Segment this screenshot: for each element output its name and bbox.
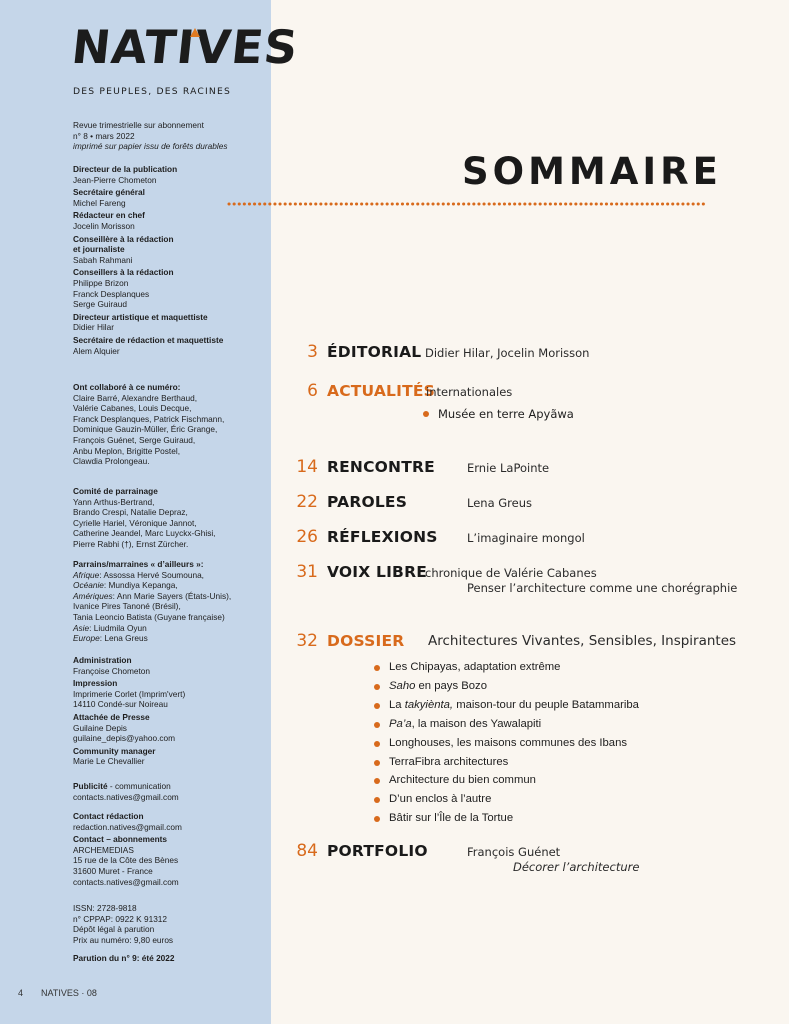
entry-page-number: 32 [296,631,318,651]
staff-name: Michel Fareng [73,197,126,208]
staff-block [73,164,268,356]
staff-role: Directeur artistique et maquettiste [73,311,208,322]
entry-page-number: 84 [296,841,318,861]
entry-heading: VOIX LIBRE [327,563,427,581]
comite-line: Pierre Rabhi (†), Ernst Zürcher. [73,538,189,549]
entry-subtitle: internationales [426,385,513,399]
logo-accent-triangle-icon [190,28,200,37]
parrain-line [73,591,268,602]
parrain-text: : Lena Greus [99,633,148,644]
staff-role: Rédacteur en chef [73,210,145,221]
entry-subtitle: Lena Greus [467,496,533,510]
admin-role: Administration [73,655,132,665]
contact-line: 15 rue de la Côte des Bènes [73,855,179,866]
entry-page-number: 26 [296,527,318,547]
comite-line: Cyrielle Hariel, Véronique Jannot, [73,517,197,528]
admin-line: Guilaine Depis [73,722,127,733]
dossier-item: Saho en pays Bozo [389,680,487,692]
staff-name: Jocelin Morisson [73,220,135,231]
entry-heading: DOSSIER [327,632,405,650]
parrain-line [73,633,268,644]
contributors-block [73,382,268,467]
actualites-item: Musée en terre Apyãwa [438,407,574,421]
entry-subtitle: François Guénet [467,845,561,859]
entry-heading: PAROLES [327,493,408,511]
dossier-item: Architecture du bien commun [389,774,536,786]
contacts-block [73,811,268,887]
admin-line: Imprimerie Corlet (Imprim'vert) [73,688,186,699]
parrain-region: Asie [73,622,90,633]
admin-block [73,655,268,767]
page-footer [18,988,115,998]
dossier-item: Longhouses, les maisons communes des Ibans [389,737,627,749]
entry-subtitle-2: Penser l’architecture comme une chorégraphie [467,581,738,595]
next-issue [73,953,268,964]
staff-role: Conseillère à la rédaction [73,233,174,244]
publicite-email: contacts.natives@gmail.com [73,791,179,802]
comite-block [73,486,268,550]
entry-heading: ACTUALITÉS [327,382,436,400]
dossier-item: D’un enclos à l’autre [389,793,492,805]
staff-role: Conseillers à la rédaction [73,267,174,278]
entry-subtitle: Architectures Vivantes, Sensibles, Inspirantes [428,633,737,649]
parrain-line [73,601,268,612]
footer-label: NATIVES · 08 [41,988,97,998]
legal-line: ISSN: 2728-9818 [73,903,137,913]
masthead-sidebar [0,0,302,1024]
parrain-text: : Mundiya Kepanga, [103,580,178,591]
intro-line: n° 8 • mars 2022 [73,130,135,141]
intro-line: Revue trimestrielle sur abonnement [73,120,204,130]
logo-tagline: DES PEUPLES, DES RACINES [73,86,232,97]
entry-page-number: 3 [307,342,318,362]
entry-subtitle: L’imaginaire mongol [467,531,585,545]
staff-name: Didier Hilar [73,322,115,333]
contact-line: 31600 Muret - France [73,865,153,876]
parrain-region: Afrique [73,569,100,580]
parrain-region: Amériques [73,590,113,601]
legal-line: Prix au numéro: 9,80 euros [73,934,174,945]
parrain-text: Ivanice Pires Tanoné (Brésil), [73,601,181,612]
contact-line: ARCHEMEDIAS [73,844,134,855]
natives-logo [69,20,302,97]
staff-role: et journaliste [73,244,125,255]
next-issue-text: Parution du n° 9: été 2022 [73,953,175,963]
parrain-region: Océanie [73,580,104,591]
contributors-line: François Guénet, Serge Guiraud, [73,434,196,445]
page-title: SOMMAIRE [462,150,722,193]
entry-page-number: 14 [296,457,318,477]
parrain-line [73,612,268,623]
staff-name: Philippe Brizon [73,277,129,288]
dotted-divider [227,202,707,206]
contributors-line: Clawdia Prolongeau. [73,456,150,467]
contributors-line: Valérie Cabanes, Louis Decque, [73,403,192,414]
publicite-label: Publicité [73,781,108,791]
entry-subtitle: Didier Hilar, Jocelin Morisson [425,346,590,360]
dossier-item: Les Chipayas, adaptation extrême [389,661,561,673]
comite-line: Brando Crespi, Natalie Depraz, [73,507,188,518]
parrain-text: : Assossa Hervé Soumouna, [99,569,204,580]
contact-line: contacts.natives@gmail.com [73,876,179,887]
entry-heading: RÉFLEXIONS [327,528,438,546]
parrain-line [73,623,268,634]
contact-role: Contact rédaction [73,811,144,821]
entry-heading: RENCONTRE [327,458,435,476]
staff-name: Serge Guiraud [73,299,127,310]
entry-heading: ÉDITORIAL [327,343,422,361]
entry-page-number: 22 [296,492,318,512]
parrain-line [73,580,268,591]
contributors-line: Claire Barré, Alexandre Berthaud, [73,392,198,403]
admin-role: Community manager [73,745,156,756]
contributors-line: Dominique Gauzin-Müller, Éric Grange, [73,424,218,435]
staff-name: Sabah Rahmani [73,254,133,265]
intro-block [73,120,268,152]
parrain-text: Tania Leoncio Batista (Guyane française) [73,611,225,622]
page-number: 4 [18,988,24,998]
parrains-block [73,559,268,644]
contributors-line: Anbu Meplon, Brigitte Postel, [73,445,180,456]
contributors-line: Franck Desplanques, Patrick Fischmann, [73,413,225,424]
dossier-item: Pa’a, la maison des Yawalapiti [389,718,542,730]
staff-role: Secrétaire général [73,187,145,198]
staff-name: Jean-Pierre Chometon [73,174,157,185]
dossier-item: La takyiènta, maison-tour du peuple Batammariba [389,699,639,711]
entry-subtitle: Ernie LaPointe [467,461,550,475]
comite-line: Catherine Jeandel, Marc Luyckx-Ghisi, [73,528,216,539]
parrain-text: : Ann Marie Sayers (États-Unis), [112,590,232,601]
legal-line: n° CPPAP: 0922 K 91312 [73,913,168,924]
comite-line: Yann Arthus-Bertrand, [73,496,155,507]
entry-page-number: 31 [296,562,318,582]
staff-name: Alem Alquier [73,345,120,356]
admin-line: 14110 Condé-sur Noireau [73,699,168,710]
parrain-text: : Liudmila Oyun [89,622,147,633]
dossier-item: TerraFibra architectures [389,756,509,768]
staff-name: Franck Desplanques [73,288,150,299]
entry-page-number: 6 [307,381,318,401]
admin-line: Marie Le Chevallier [73,756,145,767]
logo-word: NATIVES [69,20,302,74]
intro-italic: imprimé sur papier issu de forêts durables [73,141,228,152]
legal-block [73,903,268,945]
parrain-region: Europe [73,633,100,644]
admin-line: Françoise Chometon [73,665,151,676]
entry-subtitle-2: Décorer l’architecture [513,860,640,874]
contributors-title: Ont collaboré à ce numéro: [73,382,181,392]
admin-role: Impression [73,678,118,689]
entry-subtitle: chronique de Valérie Cabanes [425,566,597,580]
parrains-title: Parrains/marraines « d’ailleurs »: [73,559,204,569]
entry-heading: PORTFOLIO [327,842,428,860]
parrain-line [73,570,268,581]
legal-line: Dépôt légal à parution [73,924,155,935]
staff-role: Secrétaire de rédaction et maquettiste [73,334,224,345]
publicite-rest: - communication [107,781,171,791]
contact-role: Contact – abonnements [73,834,168,845]
contact-line: redaction.natives@gmail.com [73,821,182,832]
dossier-item: Bâtir sur l’Île de la Tortue [389,812,514,824]
admin-role: Attachée de Presse [73,711,150,722]
admin-line: guilaine_depis@yahoo.com [73,733,176,744]
staff-role: Directeur de la publication [73,164,178,174]
publicite-block [73,781,268,802]
comite-title: Comité de parrainage [73,486,158,496]
publicite-line [73,781,268,792]
